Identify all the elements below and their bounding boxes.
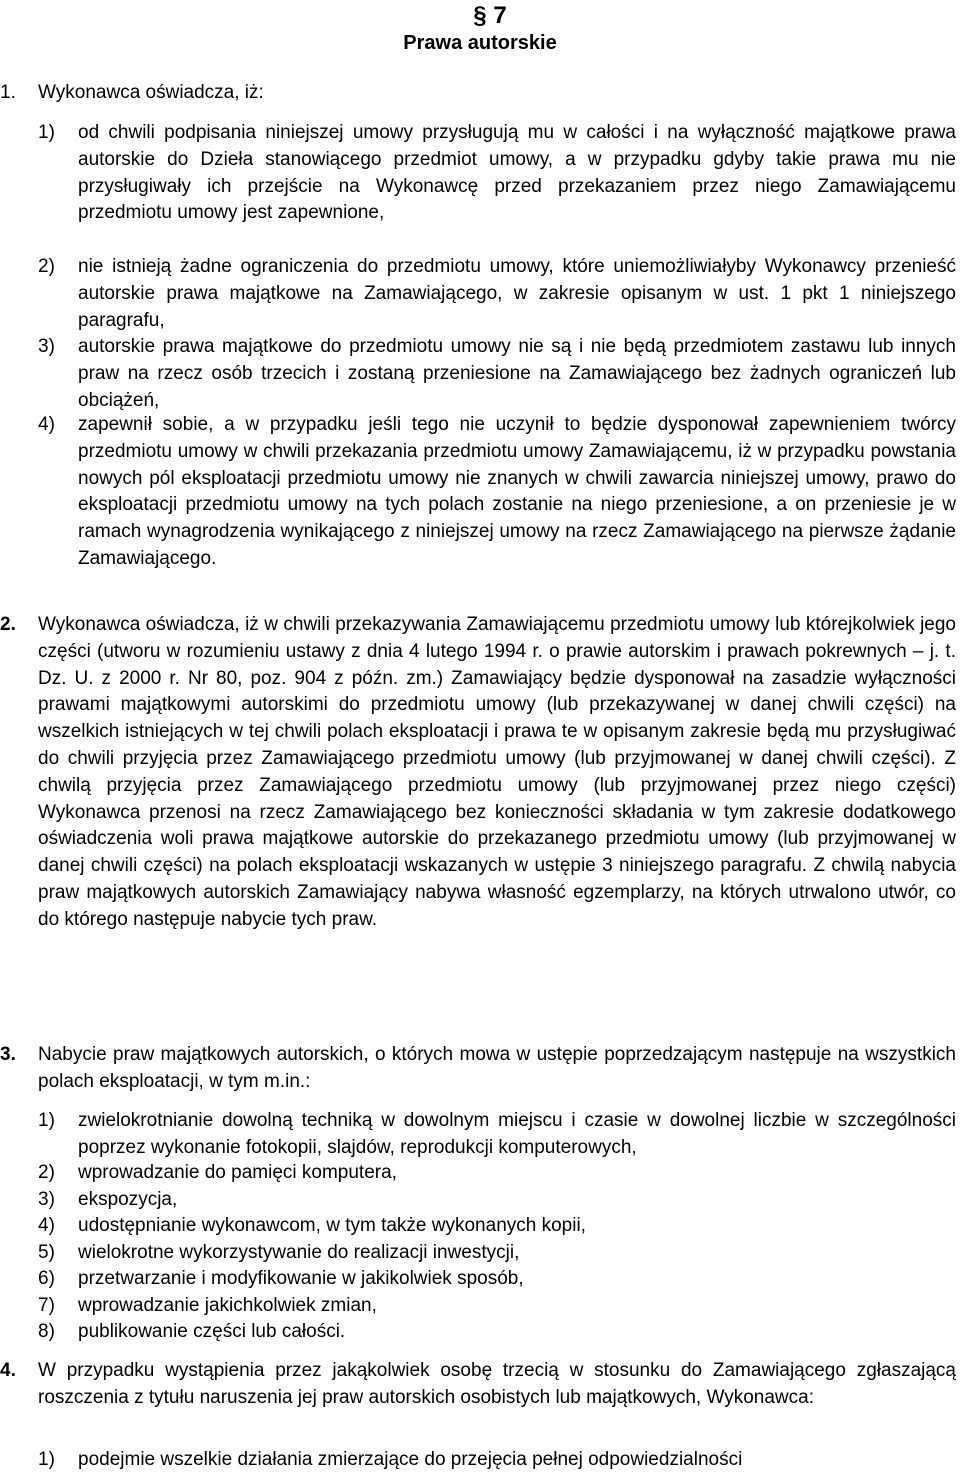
list-item-number: 5) <box>38 1242 55 1263</box>
paragraph-number: 1. <box>0 82 16 103</box>
section-number: § 7 <box>473 2 507 29</box>
list-item-text: wielokrotne wykorzystywanie do realizacji inwestycji, <box>78 1242 520 1263</box>
list-item-number: 3) <box>38 1189 55 1210</box>
list-item-text: udostępnianie wykonawcom, w tym także wykonanych kopii, <box>78 1215 586 1236</box>
list-item-number: 2) <box>38 256 55 277</box>
list-item-text: podejmie wszelkie działania zmierzające do przejęcia pełnej odpowiedzialności <box>78 1449 743 1470</box>
paragraph-text: Wykonawca oświadcza, iż w chwili przekazywania Zamawiającemu przedmiotu umowy lub którejkolwiek jego części (utworu w rozumieniu ustawy z dnia 4 lutego 1994 r. o prawie autorskim i prawach pokrewnych – j. t. Dz. U. z 2000 r. Nr 80, poz. 904 z późn. zm.) Zamawiający będzie dysponował na zasadzie wyłączności prawami majątkowymi autorskimi do przedmiotu umowy (lub przekazywanej w danej chwili części) na wszelkich istniejących w tej chwili polach eksploatacji i prawa te w opisanym zakresie będą mu przysługiwać do chwili przyjęcia przez Zamawiającego przedmiotu umowy (lub przyjmowanej w danej chwili części). Z chwilą przyjęcia przez Zamawiającego przedmiotu umowy (lub przyjmowanej przez niego części) Wykonawca przenosi na rzecz Zamawiającego bez konieczności składania w tym zakresie dodatkowego oświadczenia woli prawa majątkowe autorskie do przekazanego przedmiotu umowy (lub przyjmowanej w danej chwili części) na polach eksploatacji wskazanych w ustępie 3 niniejszego paragrafu. Z chwilą nabycia praw majątkowych autorskich Zamawiający nabywa własność egzemplarzy, na których utrwalono utwór, co do którego następuje nabycie tych praw. <box>38 614 956 930</box>
paragraph-number: 3. <box>0 1044 16 1065</box>
list-item-text: wprowadzanie do pamięci komputera, <box>78 1162 397 1183</box>
list-item-text: przetwarzanie i modyfikowanie w jakikolwiek sposób, <box>78 1268 524 1289</box>
list-item-text: zapewnił sobie, a w przypadku jeśli tego nie uczynił to będzie dysponował zapewnieniem twórcy przedmiotu umowy w chwili przekazania przedmiotu umowy Zamawiającemu, iż w przypadku powstania nowych pól eksploatacji przedmiotu umowy nie znanych w chwili zawarcia niniejszej umowy, prawo do eksploatacji przedmiotu umowy na tych polach zostanie na niego przeniesione, a on przeniesie je w ramach wynagrodzenia wynikającego z niniejszej umowy na rzecz Zamawiającego na pierwsze żądanie Zamawiającego. <box>78 414 956 569</box>
paragraph-intro: W przypadku wystąpienia przez jakąkolwiek osobę trzecią w stosunku do Zamawiającego zgłaszającą roszczenia z tytułu naruszenia jej praw autorskich osobistych lub majątkowych, Wykonawca: <box>38 1360 956 1408</box>
list-item-number: 1) <box>38 1449 55 1470</box>
list-item-number: 2) <box>38 1162 55 1183</box>
paragraph-intro: Nabycie praw majątkowych autorskich, o których mowa w ustępie poprzedzającym następuje na wszystkich polach eksploatacji, w tym m.in.: <box>38 1044 956 1092</box>
section-heading <box>0 2 960 56</box>
section-title: Prawa autorskie <box>403 32 557 54</box>
list-item-number: 8) <box>38 1321 55 1342</box>
list-item-number: 1) <box>38 1110 55 1131</box>
list-item-text: zwielokrotnianie dowolną techniką w dowolnym miejscu i czasie w dowolnej liczbie w szczególności poprzez wykonanie fotokopii, slajdów, reprodukcji komputerowych, <box>78 1110 956 1158</box>
list-item-text: ekspozycja, <box>78 1189 178 1210</box>
list-item-number: 7) <box>38 1295 55 1316</box>
list-item-number: 3) <box>38 336 55 357</box>
list-item-number: 1) <box>38 122 55 143</box>
list-item-text: autorskie prawa majątkowe do przedmiotu umowy nie są i nie będą przedmiotem zastawu lub innych praw na rzecz osób trzecich i zostaną przeniesione na Zamawiającego bez żadnych ograniczeń lub obciążeń, <box>78 336 956 411</box>
paragraph-number: 2. <box>0 614 16 635</box>
list-item-text: nie istnieją żadne ograniczenia do przedmiotu umowy, które uniemożliwiałyby Wykonawcy przenieść autorskie prawa majątkowe na Zamawiającego, w zakresie opisanym w ust. 1 pkt 1 niniejszego paragrafu, <box>78 256 956 331</box>
list-item-text: od chwili podpisania niniejszej umowy przysługują mu w całości i na wyłączność majątkowe prawa autorskie do Dzieła stanowiącego przedmiot umowy, a w przypadku gdyby takie prawa mu nie przysługiwały ich przejście na Wykonawcę przed przekazaniem przez niego Zamawiającemu przedmiotu umowy jest zapewnione, <box>78 122 956 224</box>
paragraph-number: 4. <box>0 1360 16 1381</box>
list-item-number: 4) <box>38 1215 55 1236</box>
list-item-text: wprowadzanie jakichkolwiek zmian, <box>78 1295 377 1316</box>
list-item-number: 4) <box>38 414 55 435</box>
paragraph-intro: Wykonawca oświadcza, iż: <box>38 82 264 103</box>
list-item-number: 6) <box>38 1268 55 1289</box>
list-item-text: publikowanie części lub całości. <box>78 1321 346 1342</box>
